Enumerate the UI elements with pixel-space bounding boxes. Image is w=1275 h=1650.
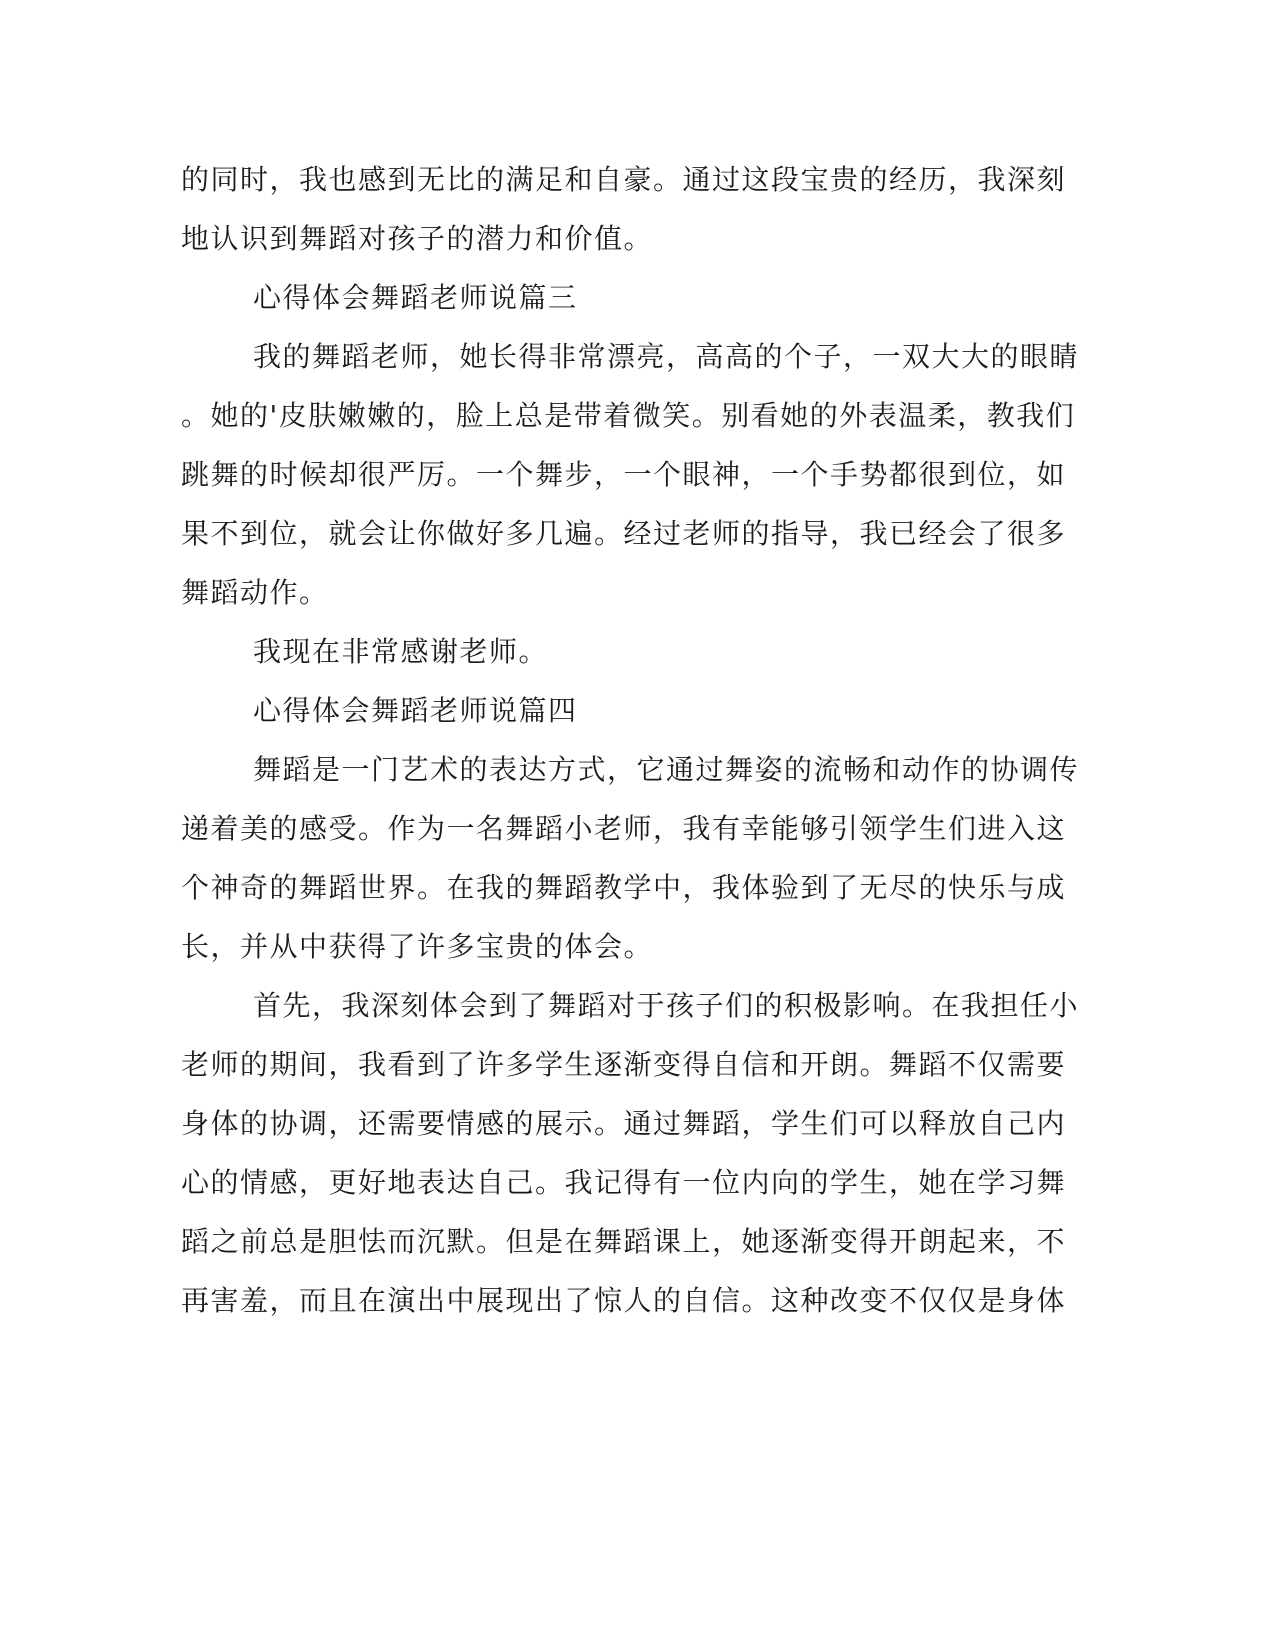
text-line: 地认识到舞蹈对孩子的潜力和价值。	[181, 222, 654, 255]
section-heading-4: 心得体会舞蹈老师说篇四	[253, 694, 578, 727]
text-line: 我的舞蹈老师，她长得非常漂亮，高高的个子，一双大大的眼睛	[253, 340, 1080, 373]
text-line: 老师的期间，我看到了许多学生逐渐变得自信和开朗。舞蹈不仅需要	[181, 1048, 1067, 1081]
section-heading-3: 心得体会舞蹈老师说篇三	[253, 281, 578, 314]
text-line: 果不到位，就会让你做好多几遍。经过老师的指导，我已经会了很多	[181, 517, 1067, 550]
text-line: 。她的'皮肤嫩嫩的，脸上总是带着微笑。别看她的外表温柔，教我们	[181, 399, 1076, 432]
text-line: 蹈之前总是胆怯而沉默。但是在舞蹈课上，她逐渐变得开朗起来，不	[181, 1225, 1067, 1258]
text-line: 递着美的感受。作为一名舞蹈小老师，我有幸能够引领学生们进入这	[181, 812, 1067, 845]
text-line: 长，并从中获得了许多宝贵的体会。	[181, 930, 654, 963]
text-line: 的同时，我也感到无比的满足和自豪。通过这段宝贵的经历，我深刻	[181, 163, 1067, 196]
text-line: 舞蹈是一门艺术的表达方式，它通过舞姿的流畅和动作的协调传	[253, 753, 1080, 786]
text-line: 首先，我深刻体会到了舞蹈对于孩子们的积极影响。在我担任小	[253, 989, 1080, 1022]
text-line: 舞蹈动作。	[181, 576, 329, 609]
text-line: 再害羞，而且在演出中展现出了惊人的自信。这种改变不仅仅是身体	[181, 1284, 1067, 1317]
text-line: 身体的协调，还需要情感的展示。通过舞蹈，学生们可以释放自己内	[181, 1107, 1067, 1140]
text-line: 我现在非常感谢老师。	[253, 635, 549, 668]
text-line: 心的情感，更好地表达自己。我记得有一位内向的学生，她在学习舞	[181, 1166, 1067, 1199]
text-line: 个神奇的舞蹈世界。在我的舞蹈教学中，我体验到了无尽的快乐与成	[181, 871, 1067, 904]
text-line: 跳舞的时候却很严厉。一个舞步，一个眼神，一个手势都很到位，如	[181, 458, 1067, 491]
